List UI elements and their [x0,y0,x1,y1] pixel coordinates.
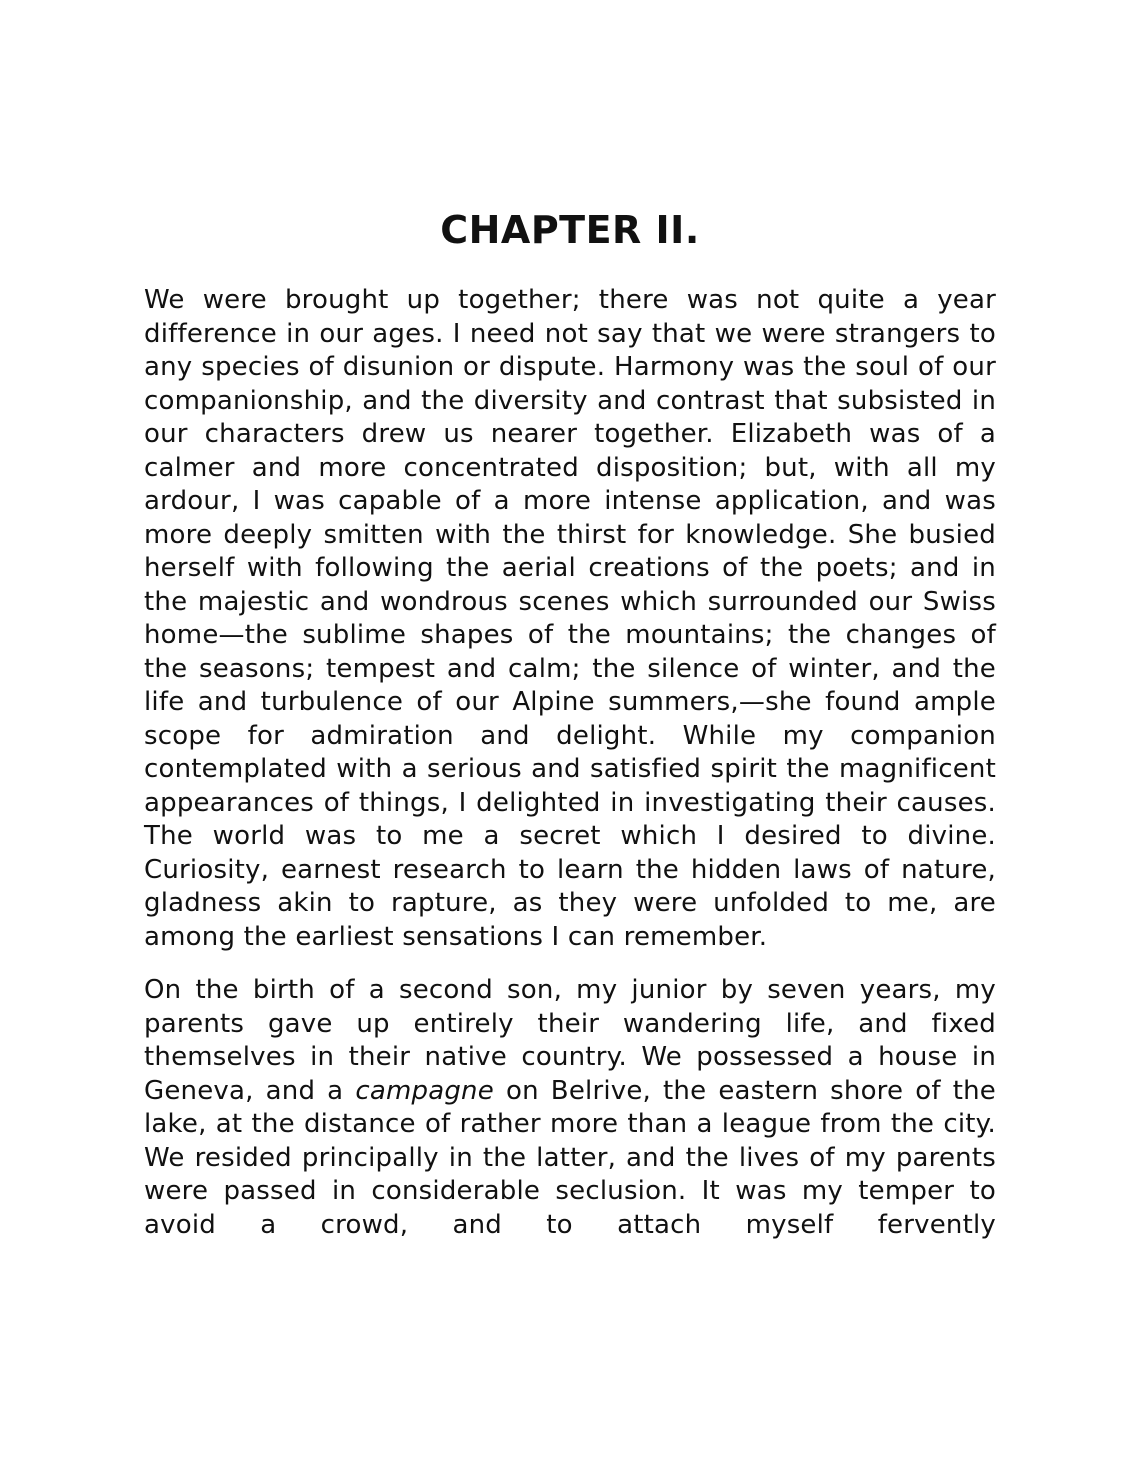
chapter-body [144,284,996,1262]
paragraph-2-text-start: On the birth of a second son, my junior by seven years, my parents gave up entirely their wandering life, and fixed themselves in their native country. We possessed a house in Geneva, and a [144,975,996,1106]
paragraph-2-text-end: on Belrive, the eastern shore of the lake, at the distance of rather more than a league from the city. We resided principally in the latter, and the lives of my parents were passed in considerable seclusion. It was my temper to avoid a crowd, and to attach myself fervently [144,1075,996,1240]
paragraph-1: We were brought up together; there was not quite a year difference in our ages. I need not say that we were strangers to any species of disunion or dispute. Harmony was the soul of our companionship, and the diversity and contrast that subsisted in our characters drew us nearer together. Elizabeth was of a calmer and more concentrated disposition; but, with all my ardour, I was capable of a more intense application, and was more deeply smitten with the thirst for knowledge. She busied herself with following the aerial creations of the poets; and in the majestic and wondrous scenes which surrounded our Swiss home—the sublime shapes of the mountains; the changes of the seasons; tempest and calm; the silence of winter, and the life and turbulence of our Alpine summers,—she found ample scope for admiration and delight. While my companion contemplated with a serious and satisfied spirit the magnificent appearances of things, I delighted in investigating their causes. The world was to me a secret which I desired to divine. Curiosity, earnest research to learn the hidden laws of nature, gladness akin to rapture, as they were unfolded to me, are among the earliest sensations I can remember. [144,285,996,952]
paragraph-2 [144,974,996,1242]
paragraph-2-italic-word: campagne [355,1075,494,1106]
chapter-title: CHAPTER II. [440,208,700,252]
